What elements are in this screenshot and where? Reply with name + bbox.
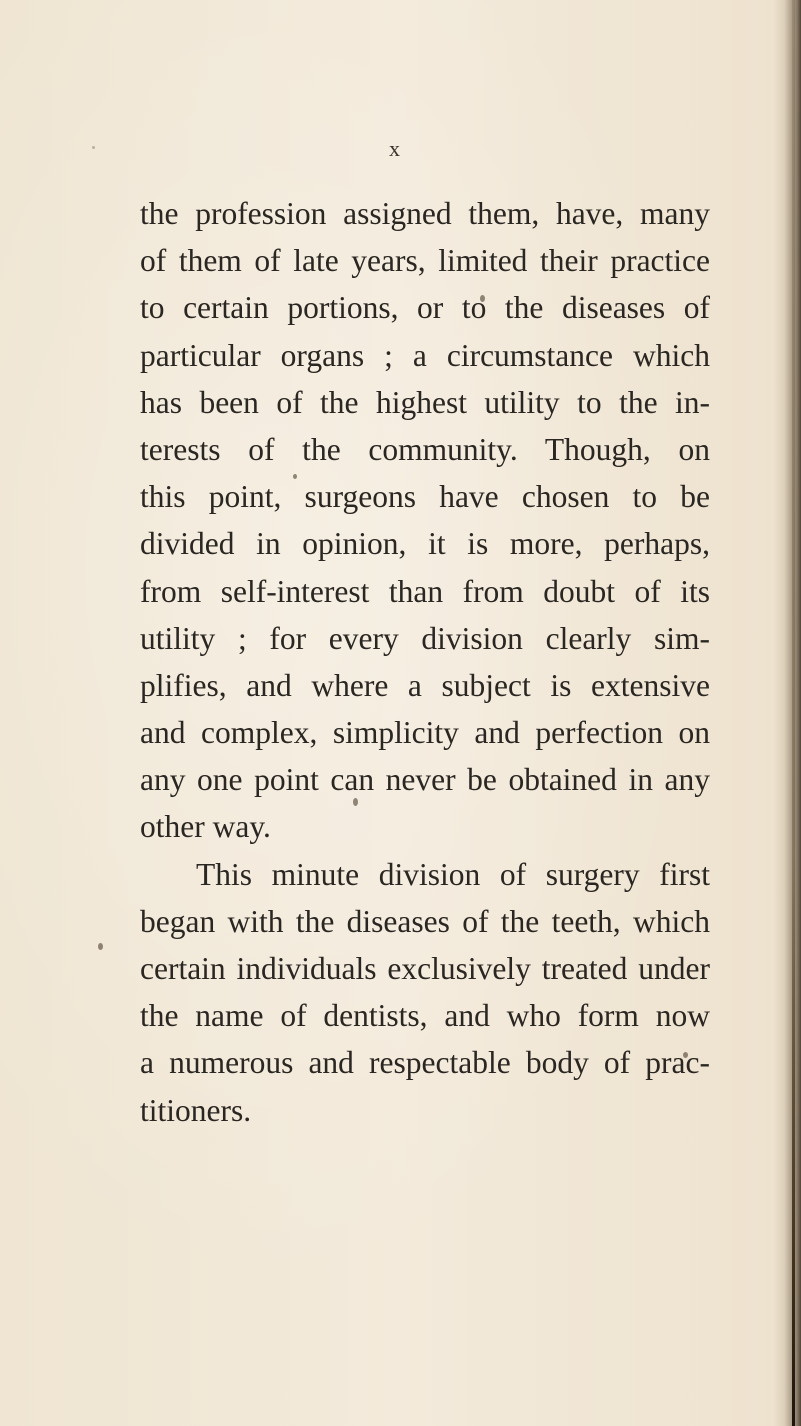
ink-speck [92,146,95,149]
text-line: and complex, simplicity and perfection on [140,715,710,751]
text-line: certain individuals exclusively treated under [140,951,710,986]
page-edge-shadow [773,0,801,1426]
text-line: This minute division of surgery first [196,856,710,892]
ink-speck [98,943,103,950]
text-line: plifies, and where a subject is extensive [140,667,710,703]
text-line: from self-interest than from doubt of its [140,573,710,609]
text-line: the name of dentists, and who form now [140,998,710,1034]
text-line: divided in opinion, it is more, perhaps, [140,526,710,562]
text-line: this point, surgeons have chosen to be [140,479,710,515]
text-line: utility ; for every division clearly sim- [140,620,710,656]
text-line: began with the diseases of the teeth, which [140,903,710,939]
text-line: of them of late years, limited their practice [140,243,710,279]
text-line: titioners. [140,1092,252,1128]
text-line: particular organs ; a circumstance which [140,337,710,373]
text-line: a numerous and respectable body of prac- [140,1045,710,1081]
text-line: terests of the community. Though, on [140,431,710,467]
page-edge-line [792,0,795,1426]
text-line: to certain portions, or to the diseases of [140,290,710,326]
page-number: x [389,136,401,161]
body-text [140,190,710,1134]
text-line: any one point can never be obtained in any [140,762,710,798]
text-line: the profession assigned them, have, many [140,196,710,231]
text-line: other way. [140,809,271,845]
text-line: has been of the highest utility to the in- [140,384,710,420]
paragraph [140,851,710,1134]
paragraph [140,190,710,851]
